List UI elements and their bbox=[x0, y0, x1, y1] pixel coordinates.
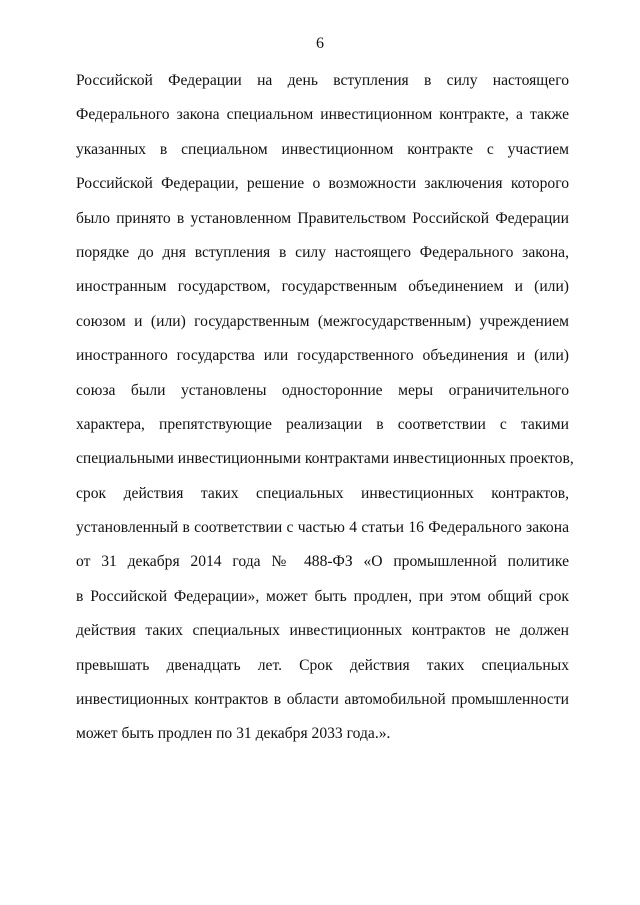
text-line: Российской Федерации на день вступления в силу настоящего bbox=[76, 72, 569, 89]
body-paragraph bbox=[76, 64, 574, 752]
text-line: характера, препятствующие реализации в соответствии с такими bbox=[76, 415, 569, 433]
text-line: указанных в специальном инвестиционном контракте с участием bbox=[76, 140, 569, 158]
text-line: иностранным государством, государственным объединением и (или) bbox=[76, 278, 569, 296]
text-line: инвестиционных контрактов в области автомобильной промышленности bbox=[76, 691, 569, 709]
text-line: иностранного государства или государственного объединения и (или) bbox=[76, 347, 569, 365]
text-line-last: может быть продлен по 31 декабря 2033 года.». bbox=[76, 725, 391, 743]
text-line: союза были установлены односторонние меры ограничительного bbox=[76, 381, 569, 399]
text-line: срок действия таких специальных инвестиционных контрактов, bbox=[76, 484, 569, 502]
text-line: превышать двенадцать лет. Срок действия таких специальных bbox=[76, 656, 569, 674]
text-line: Федерального закона специальном инвестиционном контракте, а также bbox=[76, 106, 569, 124]
text-line: специальными инвестиционными контрактами инвестиционных проектов, bbox=[76, 450, 574, 468]
text-line: было принято в установленном Правительством Российской Федерации bbox=[76, 209, 569, 227]
text-line: Российской Федерации, решение о возможности заключения которого bbox=[76, 175, 569, 193]
page-number: 6 bbox=[316, 35, 324, 52]
text-line: союзом и (или) государственным (межгосударственным) учреждением bbox=[76, 312, 569, 330]
text-line: установленный в соответствии с частью 4 статьи 16 Федерального закона bbox=[76, 519, 569, 537]
text-line: от 31 декабря 2014 года № 488-ФЗ «О промышленной политике bbox=[76, 553, 569, 571]
text-line: в Российской Федерации», может быть продлен, при этом общий срок bbox=[76, 587, 569, 605]
text-line: действия таких специальных инвестиционных контрактов не должен bbox=[76, 622, 569, 640]
text-line: порядке до дня вступления в силу настоящего Федерального закона, bbox=[76, 243, 569, 261]
